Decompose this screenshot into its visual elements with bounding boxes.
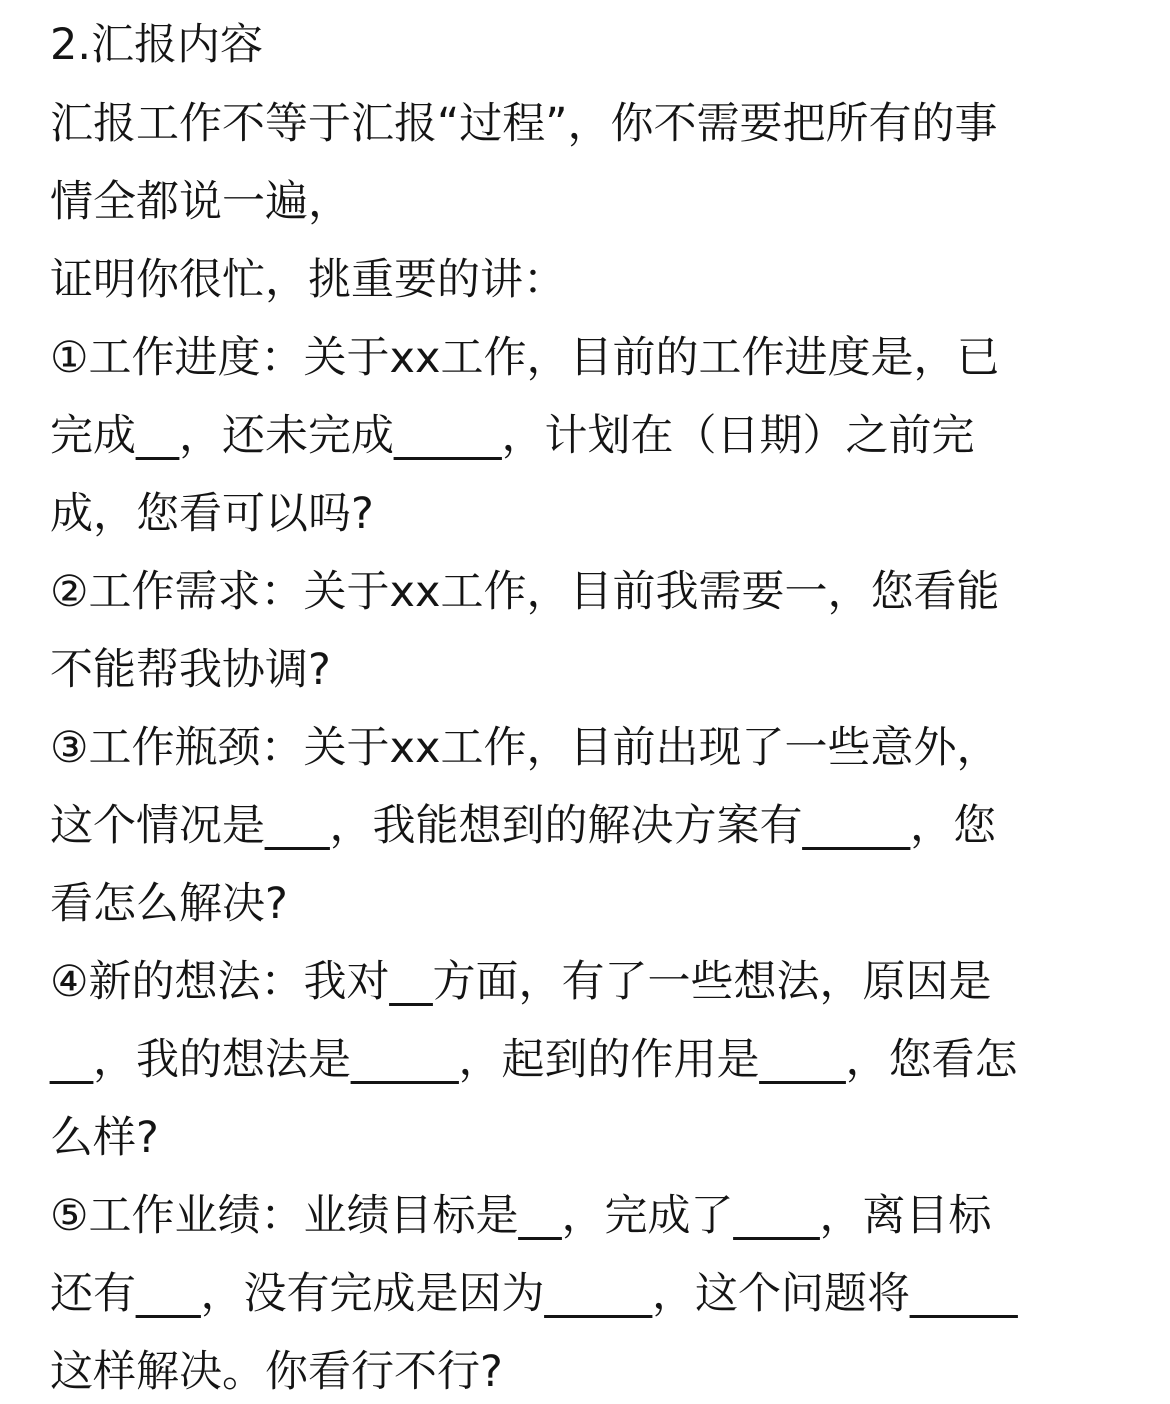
text-line: 汇报工作不等于汇报“过程”，你不需要把所有的事 bbox=[50, 99, 998, 149]
list-item-new-ideas: ④新的想法：我对__方面，有了一些想法，原因是 bbox=[50, 957, 992, 1007]
list-item-needs: ②工作需求：关于xx工作，目前我需要一，您看能 bbox=[50, 567, 1000, 617]
text-line: 不能帮我协调? bbox=[50, 645, 331, 695]
text-line: 看怎么解决? bbox=[50, 879, 288, 929]
list-item-progress: ①工作进度：关于xx工作，目前的工作进度是，已 bbox=[50, 333, 1000, 383]
text-line: 么样? bbox=[50, 1113, 159, 1163]
text-line: __，我的想法是_____，起到的作用是____，您看怎 bbox=[50, 1035, 1018, 1085]
text-line: 这样解决。你看行不行? bbox=[50, 1347, 503, 1397]
text-line: 完成__，还未完成_____，计划在（日期）之前完 bbox=[50, 411, 975, 461]
text-line: 这个情况是___，我能想到的解决方案有_____，您 bbox=[50, 801, 996, 851]
text-line: 还有___，没有完成是因为_____，这个问题将_____ bbox=[50, 1269, 1018, 1319]
list-item-bottleneck: ③工作瓶颈：关于xx工作，目前出现了一些意外， bbox=[50, 723, 1000, 773]
section-heading: 2.汇报内容 bbox=[50, 20, 264, 70]
text-line: 情全都说一遍， bbox=[50, 177, 351, 227]
list-item-performance: ⑤工作业绩：业绩目标是__，完成了____，离目标 bbox=[50, 1191, 992, 1241]
text-line: 证明你很忙，挑重要的讲： bbox=[50, 255, 566, 305]
text-line: 成，您看可以吗? bbox=[50, 489, 374, 539]
